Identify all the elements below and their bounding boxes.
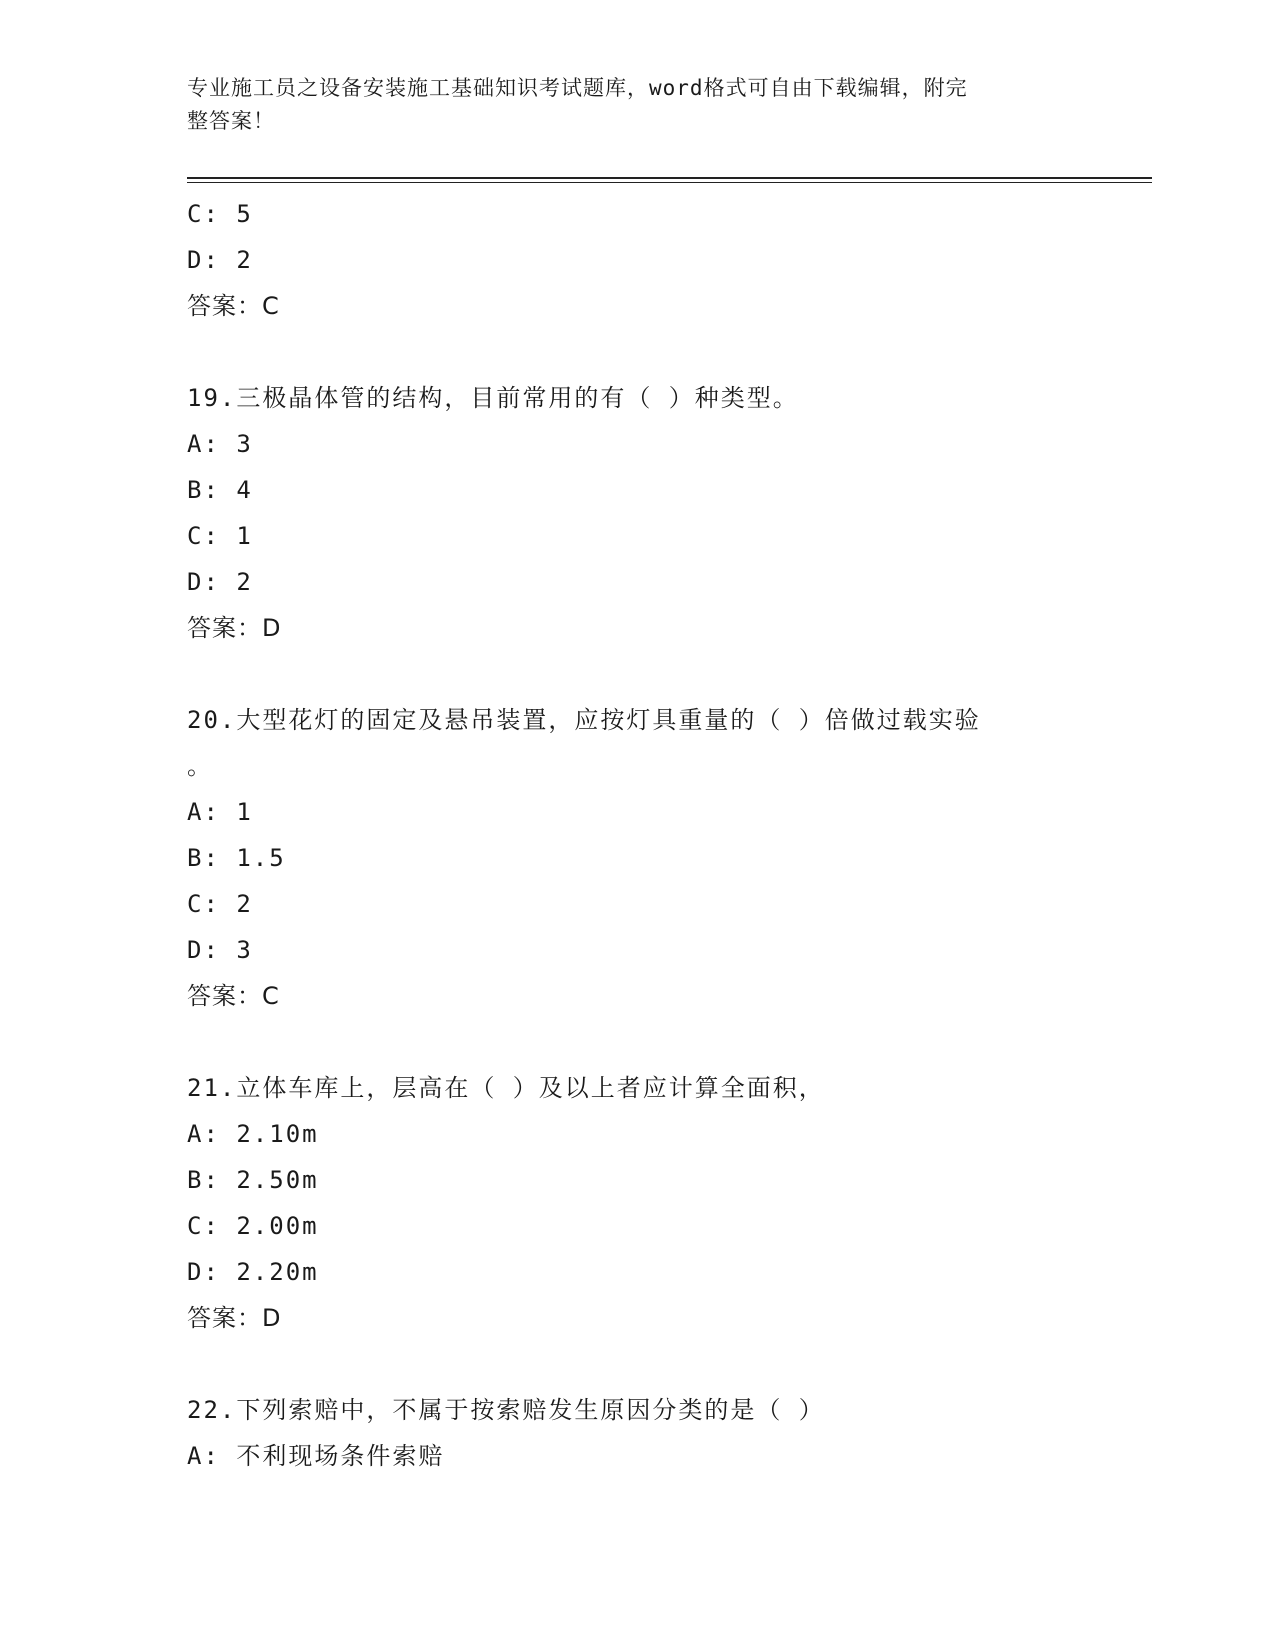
answer: 答案：C [187, 292, 280, 320]
question-stem-line-1: 20.大型花灯的固定及悬吊装置，应按灯具重量的（ ）倍做过载实验 [187, 706, 981, 734]
answer: 答案：D [187, 1304, 282, 1332]
header-title-line-1: 专业施工员之设备安装施工基础知识考试题库，word格式可自由下载编辑，附完 [187, 76, 968, 100]
spacer [187, 1019, 1087, 1065]
option-a: A: 不利现场条件索赔 [187, 1442, 445, 1470]
question-19 [187, 375, 1087, 651]
header-rule-thin [187, 182, 1152, 183]
answer: 答案：D [187, 614, 282, 642]
question-stem-line-2: 。 [187, 752, 213, 780]
option-a: A: 2.10m [187, 1120, 319, 1148]
document-header [187, 72, 1067, 138]
option-b: B: 4 [187, 476, 253, 504]
option-d: D: 2 [187, 568, 253, 596]
option-b: B: 1.5 [187, 844, 286, 872]
question-stem: 19.三极晶体管的结构，目前常用的有（ ）种类型。 [187, 384, 799, 412]
question-stem: 21.立体车库上，层高在（ ）及以上者应计算全面积， [187, 1074, 825, 1102]
option-d: D: 2 [187, 246, 253, 274]
option-c: C: 1 [187, 522, 253, 550]
spacer [187, 651, 1087, 697]
question-20 [187, 697, 1087, 1019]
header-rule-thick [187, 177, 1152, 179]
header-title-line-2: 整答案！ [187, 109, 275, 133]
spacer [187, 1341, 1087, 1387]
spacer [187, 329, 1087, 375]
question-prev [187, 191, 1087, 329]
answer: 答案：C [187, 982, 280, 1010]
option-c: C: 2.00m [187, 1212, 319, 1240]
option-a: A: 3 [187, 430, 253, 458]
option-d: D: 2.20m [187, 1258, 319, 1286]
question-list [187, 191, 1087, 1479]
question-22 [187, 1387, 1087, 1479]
option-b: B: 2.50m [187, 1166, 319, 1194]
question-stem: 22.下列索赔中，不属于按索赔发生原因分类的是（ ） [187, 1396, 825, 1424]
question-21 [187, 1065, 1087, 1341]
option-d: D: 3 [187, 936, 253, 964]
option-c: C: 2 [187, 890, 253, 918]
option-c: C: 5 [187, 200, 253, 228]
option-a: A: 1 [187, 798, 253, 826]
